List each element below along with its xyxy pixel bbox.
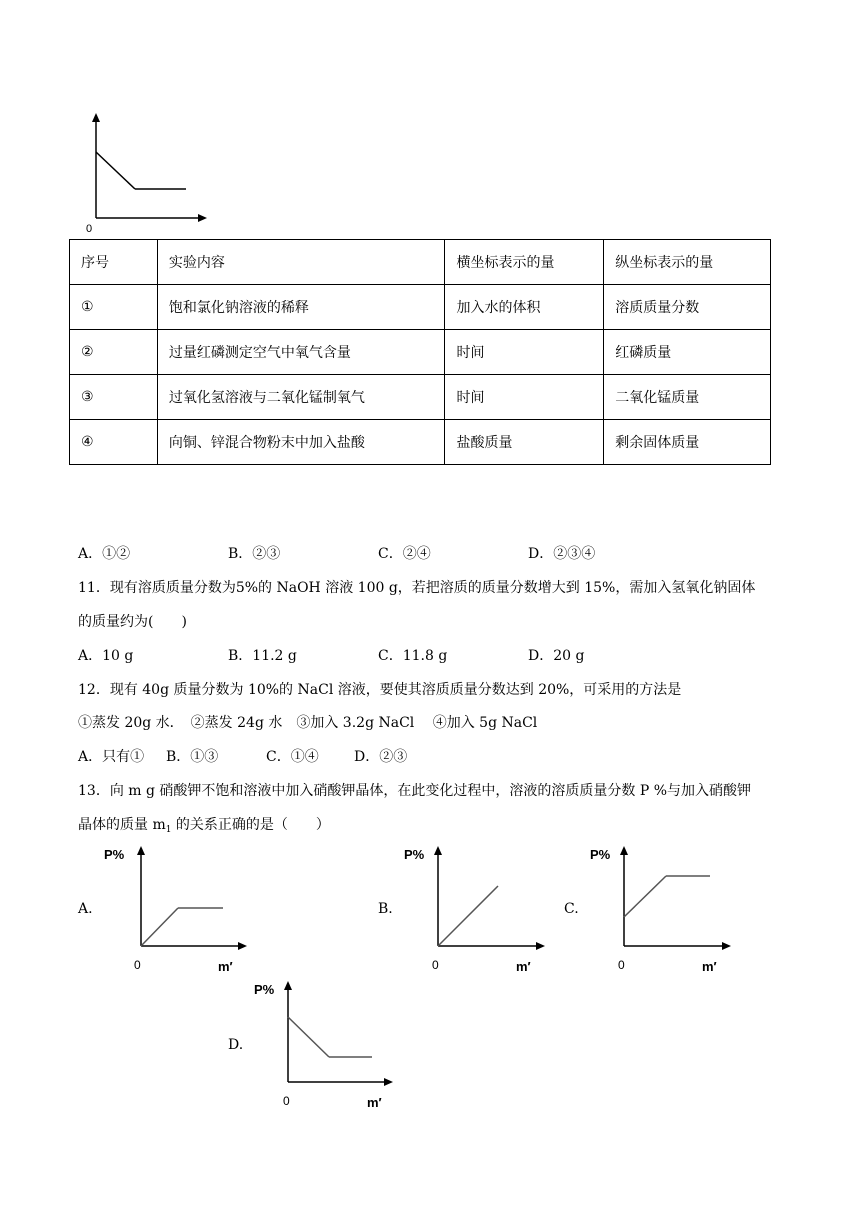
table-cell: ① <box>70 285 158 330</box>
q11-stem-line1: 11．现有溶质质量分数为5%的 NaOH 溶液 100 g，若把溶质的质量分数增大到 15%，需加入氢氧化钠固体 <box>78 580 756 596</box>
table-cell: 溶质质量分数 <box>604 285 771 330</box>
table-cell: ④ <box>70 420 158 465</box>
table-cell: 时间 <box>445 330 604 375</box>
y-axis-label: P% <box>254 982 275 997</box>
origin-label: 0 <box>86 223 93 235</box>
q11-option-a: A．10 g <box>78 648 134 664</box>
q11-option-c: C．11.8 g <box>378 648 448 664</box>
table-header-cell: 序号 <box>70 240 158 285</box>
q12-option-a: A．只有① <box>78 749 145 765</box>
table-cell: 过量红磷测定空气中氧气含量 <box>157 330 445 375</box>
q13-stem-line2 <box>78 815 330 840</box>
graph-line-descending <box>96 152 135 189</box>
origin-label: 0 <box>283 1094 290 1108</box>
q13-stem-line2-text: 晶体的质量 m <box>78 817 166 833</box>
table-cell: ③ <box>70 375 158 420</box>
x-axis-label: m′ <box>367 1095 382 1110</box>
graph-line-rising <box>438 886 498 946</box>
origin-label: 0 <box>432 958 439 972</box>
table-cell: 向铜、锌混合物粉末中加入盐酸 <box>157 420 445 465</box>
q13-graph-c <box>588 840 738 975</box>
origin-label: 0 <box>134 958 141 972</box>
q10-option-d: D．②③④ <box>528 546 596 562</box>
q13-option-a-label: A. <box>78 901 93 917</box>
table-cell: 二氧化锰质量 <box>604 375 771 420</box>
y-axis-arrow <box>92 113 100 122</box>
table-cell: 盐酸质量 <box>445 420 604 465</box>
experiment-table <box>69 239 771 465</box>
x-axis-label: m′ <box>218 959 233 974</box>
q13-graph-d <box>250 975 400 1110</box>
table-row <box>70 420 771 465</box>
q11-option-b: B．11.2 g <box>228 648 297 664</box>
q12-option-b: B．①③ <box>166 749 219 765</box>
q11-option-d: D．20 g <box>528 648 585 664</box>
table-header-cell: 纵坐标表示的量 <box>604 240 771 285</box>
y-axis-label: P% <box>104 847 125 862</box>
q11-stem-line2: 的质量约为( ) <box>78 614 187 630</box>
origin-label: 0 <box>618 958 625 972</box>
q12-methods: ①蒸发 20g 水． ②蒸发 24g 水 ③加入 3.2g NaCl ④加入 5g NaCl <box>78 715 538 731</box>
q12-option-c: C．①④ <box>266 749 319 765</box>
table-cell: ② <box>70 330 158 375</box>
top-graph <box>80 110 210 235</box>
graph-line-descending <box>288 1017 329 1057</box>
graph-line-rising <box>624 876 666 917</box>
table-cell: 过氧化氢溶液与二氧化锰制氧气 <box>157 375 445 420</box>
x-axis-label: m′ <box>516 959 531 974</box>
q13-option-c-label: C. <box>564 901 579 917</box>
table-header-cell: 实验内容 <box>157 240 445 285</box>
q12-stem: 12．现有 40g 质量分数为 10%的 NaCl 溶液，要使其溶质质量分数达到 20%，可采用的方法是 <box>78 682 682 698</box>
x-axis-label: m′ <box>702 959 717 974</box>
x-axis-arrow <box>198 214 207 222</box>
y-axis-label: P% <box>404 847 425 862</box>
table-row <box>70 330 771 375</box>
table-row <box>70 375 771 420</box>
table-cell: 时间 <box>445 375 604 420</box>
y-axis-label: P% <box>590 847 611 862</box>
q10-option-b: B．②③ <box>228 546 281 562</box>
graph-line-rising <box>141 908 178 946</box>
q10-option-c: C．②④ <box>378 546 431 562</box>
table-header-cell: 横坐标表示的量 <box>445 240 604 285</box>
q12-option-d: D．②③ <box>354 749 408 765</box>
q13-stem-line1: 13．向 m g 硝酸钾不饱和溶液中加入硝酸钾晶体，在此变化过程中，溶液的溶质质量分数 P %与加入硝酸钾 <box>78 783 752 799</box>
table-cell: 红磷质量 <box>604 330 771 375</box>
q13-graph-b <box>398 840 548 975</box>
q13-option-d-label: D. <box>228 1037 244 1053</box>
q13-graph-a <box>100 840 250 975</box>
q10-option-a: A．①② <box>78 546 131 562</box>
table-header-row <box>70 240 771 285</box>
table-cell: 加入水的体积 <box>445 285 604 330</box>
table-row <box>70 285 771 330</box>
q13-subscript: 1 <box>165 825 172 835</box>
q13-stem-line2-end: 的关系正确的是（ ） <box>171 817 330 833</box>
q13-option-b-label: B. <box>378 901 393 917</box>
table-cell: 饱和氯化钠溶液的稀释 <box>157 285 445 330</box>
table-cell: 剩余固体质量 <box>604 420 771 465</box>
